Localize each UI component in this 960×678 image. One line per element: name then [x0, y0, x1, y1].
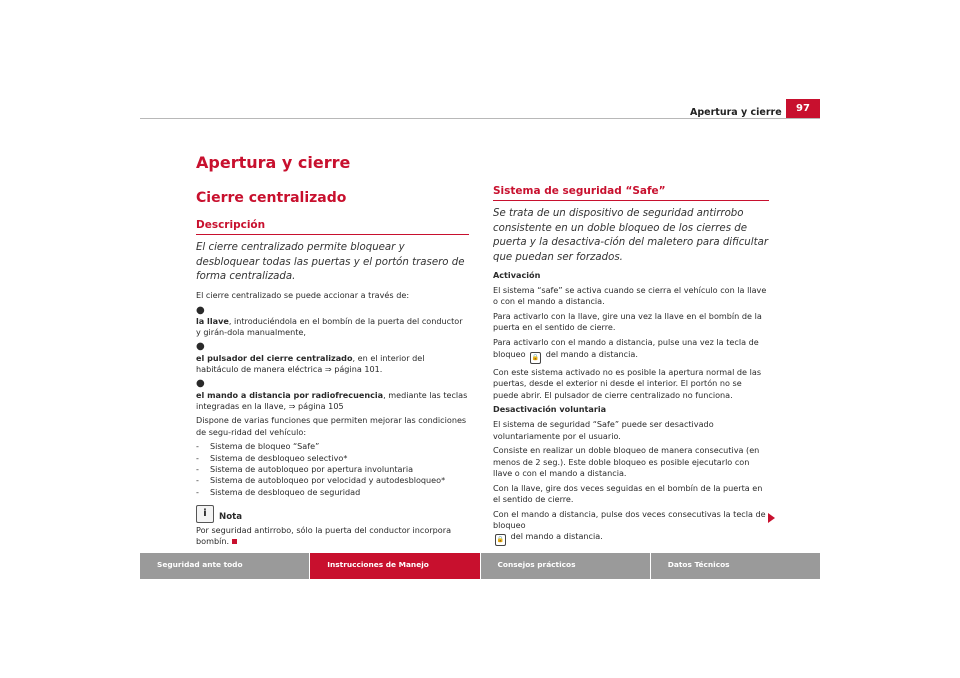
paragraph: Con el mando a distancia, pulse dos veces consecutivas la tecla de bloqueo 🔒 del mando a distancia. [493, 509, 769, 547]
section-title: Apertura y cierre [196, 153, 351, 172]
list-item: - Sistema de autobloqueo por velocidad y autodesbloqueo* [196, 475, 446, 486]
bullet-icon: ● [196, 341, 205, 353]
description-heading: Descripción [196, 220, 469, 235]
paragraph: Consiste en realizar un doble bloqueo de manera consecutiva (en menos de 2 seg.). Este doble bloqueo es posible ejecutarlo con llave o con el mando a distancia. [493, 445, 760, 478]
intro-text: El cierre centralizado se puede accionar a través de: [196, 289, 410, 300]
dash-item-text: Sistema de desbloqueo selectivo* [210, 452, 348, 463]
functions-intro: Dispone de varias funciones que permiten mejorar las condiciones de segu-ridad del vehículo: [196, 415, 467, 437]
header-divider [140, 118, 820, 119]
left-column [196, 220, 469, 551]
list-item [196, 341, 469, 375]
note-header [196, 505, 469, 523]
list-item [196, 378, 469, 412]
paragraph: El sistema de seguridad “Safe” puede ser desactivado voluntariamente por el usuario. [493, 419, 714, 441]
continue-arrow-icon [768, 513, 775, 523]
description-lead: El cierre centralizado permite bloquear y desbloquear todas las puertas y el portón trasero de forma centralizada. [196, 242, 465, 283]
bullet-term: el mando a distancia por radiofrecuencia [196, 389, 384, 400]
bullet-term: la llave [196, 315, 229, 326]
page-number: 97 [786, 99, 820, 119]
end-of-section-icon [232, 539, 237, 544]
dash-item-text: Sistema de desbloqueo de seguridad [210, 486, 361, 497]
tab-instrucciones[interactable]: Instrucciones de Manejo [309, 553, 479, 579]
lock-key-icon: 🔒 [530, 352, 541, 364]
tab-seguridad[interactable]: Seguridad ante todo [140, 553, 309, 579]
deactivation-heading: Desactivación voluntaria [493, 404, 607, 415]
paragraph: Para activarlo con la llave, gire una vez la llave en el bombín de la puerta en el sentido de cierre. [493, 311, 762, 333]
note-label: Nota [219, 511, 243, 522]
activation-heading: Activación [493, 270, 541, 281]
dash-item-text: Sistema de autobloqueo por velocidad y autodesbloqueo* [210, 475, 446, 486]
paragraph: El sistema “safe” se activa cuando se cierra el vehículo con la llave o con el mando a distancia. [493, 285, 767, 307]
list-item: - Sistema de desbloqueo de seguridad [196, 486, 361, 497]
running-header-title: Apertura y cierre [690, 107, 782, 118]
safe-system-heading: Sistema de seguridad “Safe” [493, 186, 769, 201]
note-text: Por seguridad antirrobo, sólo la puerta del conductor incorpora bombín. [196, 524, 452, 547]
tab-consejos[interactable]: Consejos prácticos [480, 553, 650, 579]
list-item [196, 305, 469, 339]
bullet-icon: ● [196, 304, 205, 316]
list-item: - Sistema de autobloqueo por apertura involuntaria [196, 463, 414, 474]
safe-system-lead: Se trata de un dispositivo de seguridad antirrobo consistente en un doble bloqueo de los cierres de puerta y la desactiva-ción del maletero para dificultar que puedan ser forzados. [493, 208, 769, 263]
list-item: - Sistema de bloqueo “Safe” [196, 441, 320, 452]
tab-datos-tecnicos[interactable]: Datos Técnicos [650, 553, 820, 579]
bullet-term: el pulsador del cierre centralizado [196, 352, 353, 363]
dash-item-text: Sistema de autobloqueo por apertura involuntaria [210, 463, 414, 474]
note-text-row [196, 525, 469, 548]
bullet-text: , introduciéndola en el bombín de la puerta del conductor y girán-dola manualmente, [196, 315, 463, 338]
lock-key-icon: 🔒 [495, 534, 506, 546]
info-note-icon: i [196, 505, 214, 523]
bullet-icon: ● [196, 378, 205, 390]
subsection-title: Cierre centralizado [196, 190, 347, 206]
paragraph: Para activarlo con el mando a distancia, pulse una vez la tecla de bloqueo 🔒 del mando a distancia. [493, 337, 769, 363]
dash-item-text: Sistema de bloqueo “Safe” [210, 441, 320, 452]
list-item: - Sistema de desbloqueo selectivo* [196, 452, 348, 463]
bullet-text: , mediante las teclas integradas en la llave, ⇒ página 105 [196, 389, 468, 411]
footer-nav [140, 553, 820, 579]
paragraph: Con la llave, gire dos veces seguidas en el bombín de la puerta en el sentido de cierre. [493, 482, 763, 505]
paragraph: Con este sistema activado no es posible la apertura normal de las puertas, desde el exterior ni desde el interior. El portón no se puede abrir. El pulsador de cierre centralizado no funciona. [493, 367, 762, 400]
bullet-text: , en el interior del habitáculo de manera eléctrica ⇒ página 101. [196, 352, 425, 375]
right-column [493, 186, 769, 550]
